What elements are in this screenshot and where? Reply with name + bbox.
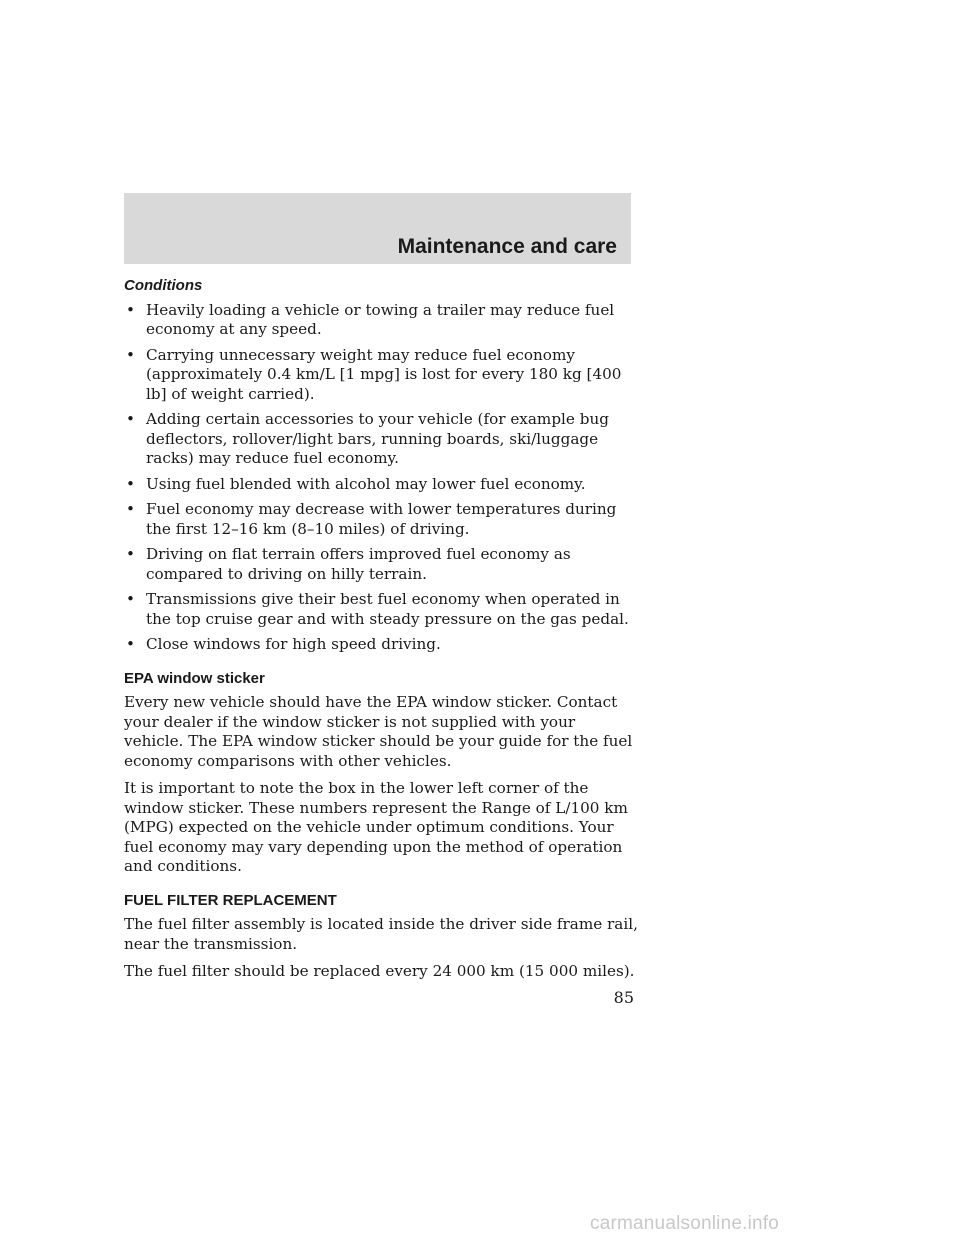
bullet-icon: • (126, 635, 135, 653)
list-item: • Close windows for high speed driving. (126, 635, 441, 653)
list-item: • Using fuel blended with alcohol may lower fuel economy. (126, 474, 586, 493)
watermark-link[interactable]: carmanualsonline.info (590, 1213, 780, 1234)
list-item: • Adding certain accessories to your vehicle (for example bug deflectors, rollover/light bars, running boards, ski/luggage racks) may reduce fuel economy. (126, 410, 609, 467)
fuel-filter-paragraph-2: The fuel filter should be replaced every 24 000 km (15 000 miles). (124, 962, 635, 980)
bullet-icon: • (126, 345, 135, 364)
bullet-icon: • (126, 545, 135, 563)
epa-paragraph-2: It is important to note the box in the lower left corner of the window sticker. These numbers represent the Range of L/100 km (MPG) expected on the vehicle under optimum conditions. Your fuel economy may vary depending upon the method of operation and conditions. (124, 779, 628, 875)
epa-paragraph-1: Every new vehicle should have the EPA window sticker. Contact your dealer if the window sticker is not supplied with your vehicle. The EPA window sticker should be your guide for the fuel economy comparisons with other vehicles. (124, 693, 633, 770)
list-item: • Driving on flat terrain offers improved fuel economy as compared to driving on hilly terrain. (126, 545, 571, 583)
bullet-icon: • (126, 500, 135, 518)
section-header-band (124, 193, 631, 264)
section-title: Maintenance and care (397, 235, 617, 258)
conditions-heading: Conditions (124, 277, 203, 294)
bullet-icon: • (126, 590, 135, 608)
fuel-filter-paragraph-1: The fuel filter assembly is located inside the driver side frame rail, near the transmission. (124, 915, 638, 953)
list-item: • Carrying unnecessary weight may reduce fuel economy (approximately 0.4 km/L [1 mpg] is lost for every 180 kg [400 lb] of weight carried). (126, 345, 622, 403)
page-number: 85 (613, 988, 634, 1007)
page-content (124, 276, 639, 990)
fuel-filter-heading: FUEL FILTER REPLACEMENT (124, 891, 337, 909)
list-item: • Heavily loading a vehicle or towing a trailer may reduce fuel economy at any speed. (126, 300, 615, 338)
bullet-icon: • (126, 474, 135, 493)
bullet-icon: • (126, 410, 135, 428)
conditions-list (124, 301, 639, 655)
list-item: • Fuel economy may decrease with lower temperatures during the first 12–16 km (8–10 miles) of driving. (126, 500, 617, 538)
bullet-icon: • (126, 300, 135, 319)
list-item: • Transmissions give their best fuel economy when operated in the top cruise gear and with steady pressure on the gas pedal. (126, 590, 629, 628)
epa-heading: EPA window sticker (124, 669, 265, 687)
